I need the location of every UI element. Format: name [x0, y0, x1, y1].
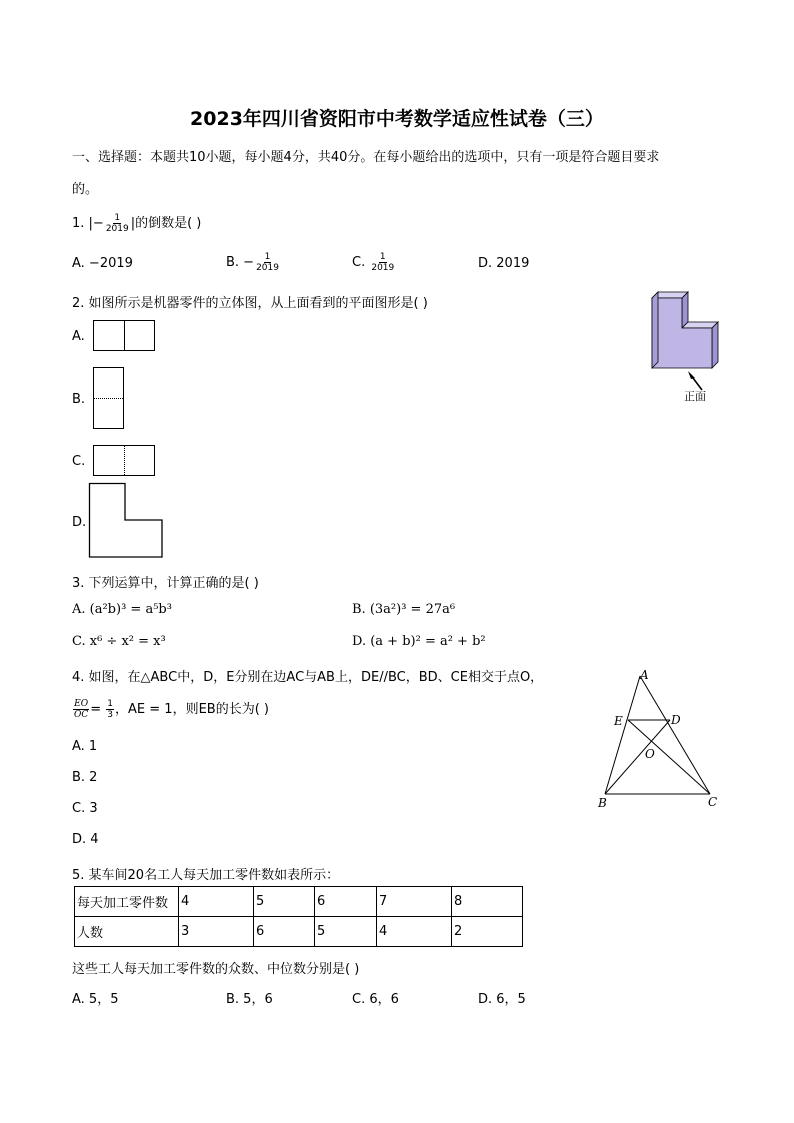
q2-option-b-label: B. — [72, 392, 86, 407]
q1-suffix: |的倒数是( ) — [130, 216, 202, 231]
table-cell: 每天加工零件数 — [75, 887, 179, 917]
q1-frac-num: 1 — [114, 213, 121, 223]
q1-prefix: 1. |− — [72, 216, 104, 231]
section-instruction-line2: 的。 — [72, 182, 99, 197]
q1-b-frac-num: 1 — [264, 252, 271, 262]
q1-frac-den: 2019 — [105, 224, 129, 234]
page-title: 2023年四川省资阳市中考数学适应性试卷（三） — [190, 108, 604, 130]
table-row — [75, 887, 523, 917]
q4-option-b: B. 2 — [72, 770, 98, 785]
point-e-label: E — [614, 714, 623, 728]
table-cell: 6 — [254, 917, 315, 947]
point-b-label: B — [598, 796, 607, 810]
q4-line2-tail: ，AE = 1，则EB的长为( ) — [115, 702, 269, 717]
q1-option-b-label: B. − — [226, 255, 255, 270]
table-cell: 人数 — [75, 917, 179, 947]
l-shape-outline — [90, 484, 163, 558]
q2-a-divider — [124, 321, 125, 350]
q2-c-dotted-divider — [124, 446, 125, 475]
question-5-stem: 5. 某车间20名工人每天加工零件数如表所示： — [72, 868, 340, 883]
q5-option-a: A. 5，5 — [72, 992, 119, 1007]
q5-option-c: C. 6，6 — [352, 992, 399, 1007]
segment-bd — [605, 720, 670, 794]
table-cell: 8 — [452, 887, 523, 917]
arrow-head — [688, 371, 695, 379]
question-4-line2 — [72, 698, 269, 720]
q1-c-frac-den: 2019 — [371, 263, 395, 273]
q3-option-d: D. (a + b)² = a² + b² — [352, 634, 486, 649]
side-ac — [640, 676, 710, 794]
point-c-label: C — [708, 795, 718, 809]
q3-option-a: A. (a²b)³ = a⁵b³ — [72, 602, 172, 617]
q1-option-c-label: C. — [352, 255, 370, 270]
q2-option-d-label: D. — [72, 515, 87, 530]
table-cell: 6 — [315, 887, 377, 917]
table-cell: 4 — [377, 917, 452, 947]
q5-question: 这些工人每天加工零件数的众数、中位数分别是( ) — [72, 962, 360, 977]
q2-option-c-figure — [93, 445, 155, 476]
q4-ratio-den: OC — [74, 710, 89, 720]
q2-option-a-figure — [93, 320, 155, 351]
question-3-stem: 3. 下列运算中，计算正确的是( ) — [72, 576, 259, 591]
q3-option-c: C. x⁶ ÷ x² = x³ — [72, 634, 166, 649]
triangle-abc-figure — [590, 662, 730, 812]
point-o-label: O — [645, 747, 655, 761]
solid-left-face — [652, 292, 658, 368]
section-instruction-line1: 一、选择题：本题共10小题，每小题4分，共40分。在每小题给出的选项中，只有一项是符合题目要求 — [72, 150, 660, 165]
q5-option-b: B. 5，6 — [226, 992, 273, 1007]
table-cell: 7 — [377, 887, 452, 917]
table-row — [75, 917, 523, 947]
q4-option-c: C. 3 — [72, 801, 98, 816]
question-4-stem: 4. 如图，在△ABC中，D，E分别在边AC与AB上，DE//BC，BD、CE相交于点O， — [72, 670, 544, 685]
q1-fraction — [105, 213, 130, 234]
table-cell: 3 — [179, 917, 254, 947]
q3-option-b: B. (3a²)³ = 27a⁶ — [352, 602, 456, 617]
table-cell: 5 — [315, 917, 377, 947]
q4-ratio-val-num: 1 — [107, 699, 114, 709]
q5-option-d: D. 6，5 — [478, 992, 526, 1007]
q1-option-c — [352, 252, 396, 273]
q4-option-d: D. 4 — [72, 832, 99, 847]
q4-equals: = — [90, 702, 106, 717]
solid-front-face — [652, 298, 712, 368]
table-cell: 2 — [452, 917, 523, 947]
point-a-label: A — [640, 668, 649, 682]
q5-data-table — [74, 886, 523, 947]
q2-b-dotted-divider — [94, 398, 123, 399]
table-cell: 4 — [179, 887, 254, 917]
point-d-label: D — [671, 713, 681, 727]
segment-ce — [628, 720, 710, 794]
q1-option-a: A. −2019 — [72, 256, 133, 271]
q2-option-b-figure — [93, 367, 124, 429]
q2-option-d-figure — [88, 482, 166, 560]
q1-option-b — [226, 252, 281, 273]
question-2-stem: 2. 如图所示是机器零件的立体图，从上面看到的平面图形是( ) — [72, 296, 428, 311]
solid-lower-side-face — [712, 322, 718, 368]
q4-ratio-num: EO — [74, 699, 89, 709]
q1-option-d: D. 2019 — [478, 256, 530, 271]
side-ab — [605, 676, 640, 794]
q2-option-a-label: A. — [72, 329, 85, 344]
table-cell: 5 — [254, 887, 315, 917]
front-view-label: 正面 — [684, 390, 706, 403]
q1-b-frac-den: 2019 — [256, 263, 279, 273]
q2-option-c-label: C. — [72, 454, 86, 469]
q4-ratio-val-den: 3 — [107, 710, 114, 720]
question-1-stem — [72, 212, 201, 234]
q4-option-a: A. 1 — [72, 739, 98, 754]
q1-c-frac-num: 1 — [379, 252, 386, 262]
